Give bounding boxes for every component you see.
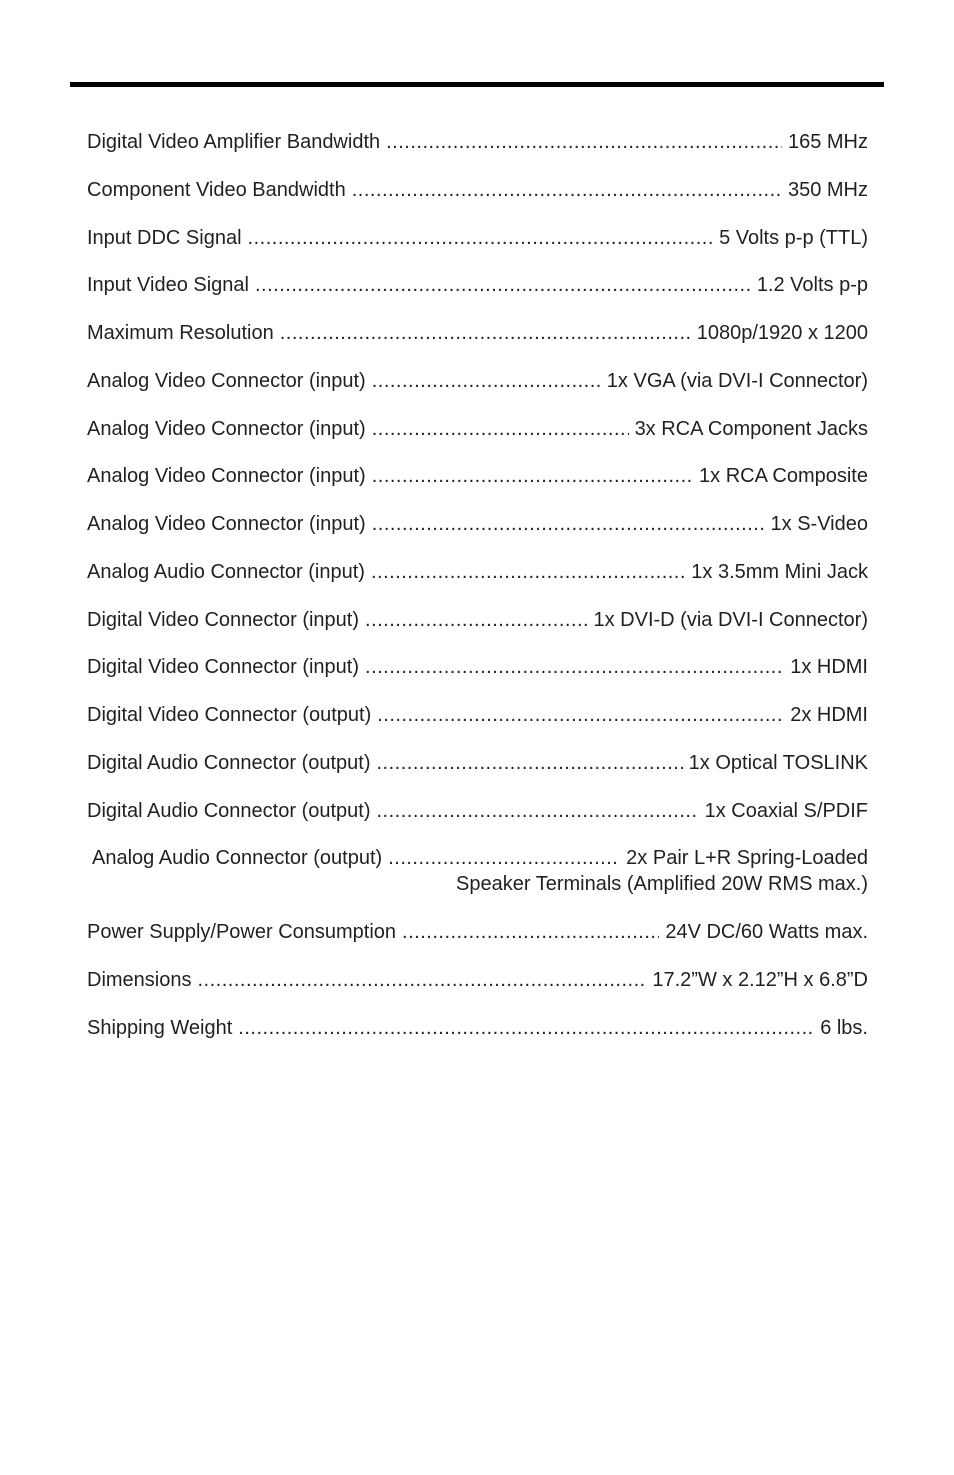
spec-list: [87, 129, 868, 1062]
spec-label: Analog Video Connector (input): [87, 369, 366, 392]
dot-leader: [255, 272, 751, 298]
dot-leader: [371, 559, 685, 585]
spec-row: [87, 702, 868, 728]
spec-row: [87, 607, 868, 633]
spec-label: Input DDC Signal: [87, 226, 242, 249]
spec-value: 5 Volts p-p (TTL): [719, 226, 868, 249]
spec-value: 1x Optical TOSLINK: [688, 751, 868, 774]
dot-leader: [238, 1015, 814, 1041]
spec-label: Component Video Bandwidth: [87, 178, 346, 201]
dot-leader: [197, 967, 646, 993]
spec-row: [87, 1015, 868, 1041]
spec-value: 1x RCA Composite: [699, 465, 868, 488]
spec-row: [87, 559, 868, 585]
spec-row-multiline: [87, 845, 868, 897]
dot-leader: [386, 129, 782, 155]
spec-row: [87, 320, 868, 346]
dot-leader: [377, 798, 699, 824]
spec-label: Analog Video Connector (input): [87, 417, 366, 440]
dot-leader: [372, 368, 601, 394]
spec-row: [87, 511, 868, 537]
spec-value: 165 MHz: [787, 131, 868, 153]
dot-leader: [372, 511, 765, 537]
spec-label: Analog Audio Connector (input): [87, 560, 365, 583]
spec-label: Digital Video Connector (input): [87, 608, 360, 631]
spec-value: 3x RCA Component Jacks: [634, 417, 868, 440]
spec-value: 1x 3.5mm Mini Jack: [691, 560, 868, 583]
spec-label: Power Supply/Power Consumption: [87, 921, 397, 943]
dot-leader: [352, 177, 782, 203]
spec-row: [87, 654, 868, 680]
spec-label: Dimensions: [87, 968, 192, 991]
dot-leader: [377, 750, 683, 776]
spec-label: Digital Video Connector (input): [87, 656, 360, 679]
spec-label: Shipping Weight: [87, 1016, 233, 1039]
dot-leader: [377, 702, 784, 728]
spec-value: 2x HDMI: [790, 704, 868, 726]
spec-label: Digital Video Amplifier Bandwidth: [87, 131, 381, 153]
dot-leader: [248, 225, 714, 251]
spec-label: Maximum Resolution: [87, 322, 274, 344]
spec-value: 1.2 Volts p-p: [756, 274, 868, 297]
spec-row: [87, 967, 868, 993]
spec-row: [87, 416, 868, 442]
spec-row: [87, 919, 868, 945]
spec-row: [87, 177, 868, 203]
dot-leader: [372, 416, 629, 442]
spec-value: 1x Coaxial S/PDIF: [704, 799, 868, 822]
dot-leader: [388, 845, 620, 871]
spec-value: 1x HDMI: [790, 656, 868, 679]
spec-value-continued: Speaker Terminals (Amplified 20W RMS max.): [456, 873, 868, 896]
spec-row: [87, 129, 868, 155]
dot-leader: [365, 654, 784, 680]
spec-label: Digital Audio Connector (output): [87, 799, 371, 822]
dot-leader: [372, 463, 693, 489]
spec-row: [87, 750, 868, 776]
spec-value: 24V DC/60 Watts max.: [665, 921, 868, 943]
dot-leader: [365, 607, 587, 633]
spec-value: 17.2”W x 2.12”H x 6.8”D: [652, 968, 868, 991]
top-rule: [70, 82, 884, 87]
spec-row: [87, 368, 868, 394]
spec-value: 6 lbs.: [820, 1016, 868, 1039]
spec-label: Digital Audio Connector (output): [87, 751, 371, 774]
spec-value: 1x VGA (via DVI-I Connector): [606, 369, 868, 392]
spec-label: Analog Audio Connector (output): [92, 847, 383, 870]
spec-row: [87, 225, 868, 251]
spec-label: Input Video Signal: [87, 274, 249, 297]
spec-value: 1x DVI-D (via DVI-I Connector): [593, 608, 868, 631]
spec-value: 1x S-Video: [770, 513, 868, 535]
spec-label: Digital Video Connector (output): [87, 704, 372, 726]
spec-value: 2x Pair L+R Spring-Loaded: [626, 847, 868, 870]
spec-row: [87, 798, 868, 824]
spec-value: 1080p/1920 x 1200: [696, 322, 868, 344]
dot-leader: [280, 320, 691, 346]
spec-row: [87, 463, 868, 489]
spec-label: Analog Video Connector (input): [87, 513, 366, 535]
spec-row: [87, 272, 868, 298]
spec-value: 350 MHz: [787, 178, 868, 201]
dot-leader: [402, 919, 659, 945]
spec-label: Analog Video Connector (input): [87, 465, 366, 488]
